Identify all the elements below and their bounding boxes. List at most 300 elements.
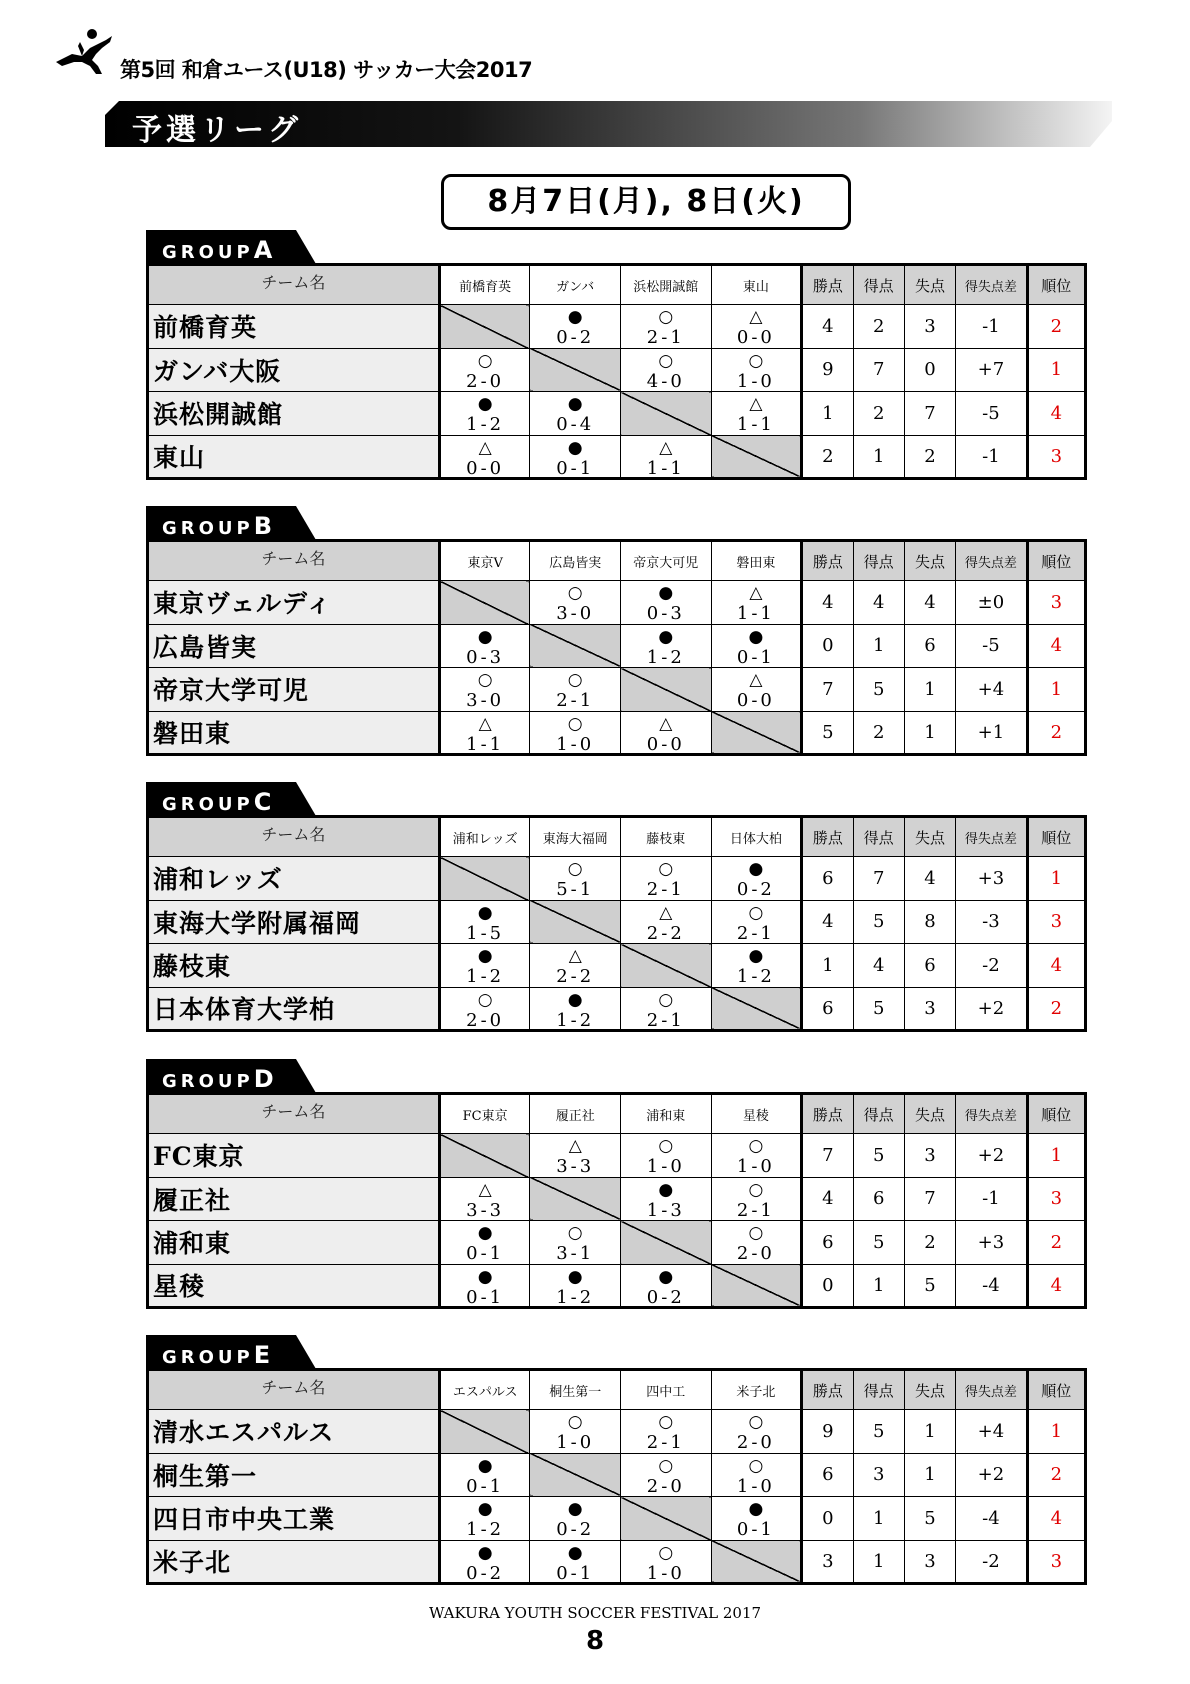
table-row <box>148 668 1086 712</box>
match-score: 2-1 <box>646 1009 685 1031</box>
result-symbol: ● <box>477 1266 493 1287</box>
table-row <box>148 1221 1086 1265</box>
result-symbol: △ <box>659 713 673 734</box>
group-c <box>146 782 1087 1032</box>
goal-diff-header: 得失点差 <box>956 541 1027 581</box>
self-match-cell <box>711 1264 802 1308</box>
match-score: 3-0 <box>556 603 595 624</box>
match-score: 3-1 <box>556 1243 595 1264</box>
goals-for-value: 6 <box>853 1177 904 1221</box>
opponent-header: 米子北 <box>711 1370 802 1410</box>
table-row <box>148 900 1086 944</box>
goal-diff-value: -1 <box>956 435 1027 479</box>
result-symbol: ○ <box>658 350 674 371</box>
team-column-header: チーム名 <box>148 1094 440 1134</box>
match-score: 1-0 <box>736 1156 775 1177</box>
result-symbol: ○ <box>658 1542 674 1563</box>
team-column-header: チーム名 <box>148 817 440 857</box>
match-score: 1-2 <box>466 966 505 987</box>
match-score: 1-1 <box>466 733 505 755</box>
points-value: 4 <box>802 305 853 349</box>
match-result <box>621 348 712 392</box>
match-result <box>711 1177 802 1221</box>
match-result <box>711 857 802 901</box>
opponent-header: 星稜 <box>711 1094 802 1134</box>
goal-diff-value: +1 <box>956 711 1027 755</box>
goals-against-value: 7 <box>904 392 955 436</box>
rank-value: 2 <box>1027 711 1085 755</box>
match-score: 0-1 <box>466 1475 505 1497</box>
match-score: 1-2 <box>556 1009 595 1031</box>
table-row <box>148 1410 1086 1454</box>
points-header: 勝点 <box>802 1094 853 1134</box>
result-symbol: ○ <box>477 989 493 1010</box>
match-result <box>711 348 802 392</box>
match-score: 0-1 <box>736 646 775 668</box>
opponent-header: 浦和レッズ <box>439 817 530 857</box>
goals-against-value: 3 <box>904 1540 955 1584</box>
match-result <box>621 435 712 479</box>
match-score: 0-1 <box>736 1519 775 1540</box>
result-symbol: ○ <box>567 1412 583 1432</box>
table-row <box>148 987 1086 1031</box>
match-result <box>530 1221 621 1265</box>
match-score: 0-3 <box>466 646 505 668</box>
match-score: 1-1 <box>646 457 685 479</box>
rank-header: 順位 <box>1027 1370 1085 1410</box>
points-value: 6 <box>802 1453 853 1497</box>
match-result <box>439 435 530 479</box>
points-header: 勝点 <box>802 265 853 305</box>
match-score: 1-0 <box>556 1432 595 1453</box>
goals-against-value: 3 <box>904 987 955 1031</box>
match-score: 1-0 <box>736 1475 775 1497</box>
goals-for-value: 1 <box>853 1540 904 1584</box>
goals-against-value: 1 <box>904 711 955 755</box>
goal-diff-value: +2 <box>956 1453 1027 1497</box>
team-name: 浦和レッズ <box>148 857 440 901</box>
points-value: 7 <box>802 1134 853 1178</box>
match-result <box>530 392 621 436</box>
result-symbol: △ <box>659 437 673 458</box>
self-match-cell <box>530 1177 621 1221</box>
rank-value: 2 <box>1027 305 1085 349</box>
goals-against-value: 3 <box>904 305 955 349</box>
points-value: 7 <box>802 668 853 712</box>
goal-diff-header: 得失点差 <box>956 265 1027 305</box>
match-score: 1-0 <box>736 370 775 392</box>
goal-diff-value: -5 <box>956 624 1027 668</box>
match-score: 1-2 <box>646 646 685 668</box>
match-score: 2-1 <box>646 879 685 900</box>
opponent-header: 履正社 <box>530 1094 621 1134</box>
match-score: 2-0 <box>466 370 505 392</box>
result-symbol: △ <box>749 670 763 690</box>
match-score: 4-0 <box>646 370 685 392</box>
team-name: 清水エスパルス <box>148 1410 440 1454</box>
points-value: 0 <box>802 1264 853 1308</box>
match-score: 0-0 <box>736 327 775 348</box>
result-symbol: ● <box>567 437 583 458</box>
rank-value: 1 <box>1027 857 1085 901</box>
rank-value: 4 <box>1027 944 1085 988</box>
match-score: 2-0 <box>646 1475 685 1497</box>
rank-value: 1 <box>1027 1134 1085 1178</box>
goals-for-value: 2 <box>853 392 904 436</box>
goal-diff-value: -5 <box>956 392 1027 436</box>
match-score: 2-2 <box>556 966 595 987</box>
match-result <box>439 1540 530 1584</box>
result-symbol: ○ <box>748 1223 764 1243</box>
match-score: 1-5 <box>466 922 505 944</box>
rank-value: 4 <box>1027 1497 1085 1541</box>
match-result <box>530 1540 621 1584</box>
match-result <box>621 1540 712 1584</box>
result-symbol: ○ <box>567 859 583 879</box>
self-match-cell <box>621 668 712 712</box>
points-value: 9 <box>802 348 853 392</box>
team-name: 東山 <box>148 435 440 479</box>
goals-against-value: 4 <box>904 857 955 901</box>
self-match-cell <box>711 987 802 1031</box>
table-header-row <box>148 541 1086 581</box>
result-symbol: △ <box>749 307 763 327</box>
match-score: 0-2 <box>556 1519 595 1540</box>
table-row <box>148 944 1086 988</box>
result-symbol: ● <box>567 1266 583 1287</box>
goals-against-header: 失点 <box>904 817 955 857</box>
opponent-header: 浜松開誠館 <box>621 265 712 305</box>
match-result <box>439 1177 530 1221</box>
rank-value: 4 <box>1027 624 1085 668</box>
result-symbol: ○ <box>477 670 493 690</box>
points-value: 5 <box>802 711 853 755</box>
opponent-header: 日体大柏 <box>711 817 802 857</box>
match-result <box>530 305 621 349</box>
goals-for-header: 得点 <box>853 817 904 857</box>
opponent-header: FC東京 <box>439 1094 530 1134</box>
points-value: 2 <box>802 435 853 479</box>
self-match-cell <box>530 900 621 944</box>
rank-value: 2 <box>1027 1221 1085 1265</box>
team-name: 前橋育英 <box>148 305 440 349</box>
team-column-header: チーム名 <box>148 541 440 581</box>
match-score: 0-4 <box>556 414 595 435</box>
rank-value: 4 <box>1027 1264 1085 1308</box>
result-symbol: ● <box>658 583 674 603</box>
goals-for-value: 5 <box>853 987 904 1031</box>
opponent-header: 帝京大可児 <box>621 541 712 581</box>
match-score: 0-1 <box>466 1286 505 1308</box>
match-score: 0-0 <box>646 733 685 755</box>
result-symbol: ● <box>477 1499 493 1519</box>
goal-diff-value: -1 <box>956 305 1027 349</box>
result-symbol: ○ <box>748 902 764 923</box>
points-value: 6 <box>802 857 853 901</box>
goals-against-value: 5 <box>904 1497 955 1541</box>
self-match-cell <box>711 1540 802 1584</box>
match-score: 0-2 <box>736 879 775 900</box>
match-result <box>439 1221 530 1265</box>
group-a <box>146 230 1087 480</box>
match-result <box>439 900 530 944</box>
match-result <box>530 1410 621 1454</box>
group-label: GROUPC <box>162 788 272 816</box>
group-label: GROUPD <box>162 1065 274 1093</box>
rank-header: 順位 <box>1027 265 1085 305</box>
match-result <box>621 1264 712 1308</box>
result-symbol: △ <box>659 902 673 923</box>
match-result <box>621 987 712 1031</box>
points-header: 勝点 <box>802 541 853 581</box>
section-title: 予選リーグ <box>132 113 302 148</box>
result-symbol: ○ <box>748 1179 764 1200</box>
points-value: 0 <box>802 1497 853 1541</box>
goals-against-header: 失点 <box>904 265 955 305</box>
goals-for-value: 1 <box>853 1264 904 1308</box>
result-symbol: ○ <box>658 1136 674 1156</box>
result-symbol: ● <box>477 902 493 923</box>
self-match-cell <box>621 1221 712 1265</box>
opponent-header: 四中工 <box>621 1370 712 1410</box>
goals-against-value: 2 <box>904 435 955 479</box>
table-header-row <box>148 265 1086 305</box>
team-name: 磐田東 <box>148 711 440 755</box>
match-score: 1-2 <box>556 1286 595 1308</box>
group-label: GROUPE <box>162 1341 271 1369</box>
self-match-cell <box>439 857 530 901</box>
goals-for-value: 1 <box>853 435 904 479</box>
match-result <box>621 1410 712 1454</box>
goals-for-value: 5 <box>853 1410 904 1454</box>
self-match-cell <box>621 392 712 436</box>
goals-for-value: 7 <box>853 857 904 901</box>
result-symbol: ● <box>567 394 583 414</box>
match-result <box>711 900 802 944</box>
table-header-row <box>148 1370 1086 1410</box>
match-result <box>711 581 802 625</box>
result-symbol: ● <box>477 946 493 966</box>
goals-against-value: 1 <box>904 668 955 712</box>
goals-for-value: 1 <box>853 1497 904 1541</box>
rank-value: 3 <box>1027 1177 1085 1221</box>
goals-against-value: 7 <box>904 1177 955 1221</box>
group-label: GROUPB <box>162 512 273 540</box>
match-result <box>711 1221 802 1265</box>
goals-for-value: 3 <box>853 1453 904 1497</box>
match-result <box>621 1453 712 1497</box>
result-symbol: △ <box>749 394 763 414</box>
match-result <box>530 1134 621 1178</box>
result-symbol: ○ <box>658 989 674 1010</box>
goal-diff-value: -4 <box>956 1264 1027 1308</box>
result-symbol: ● <box>748 1499 764 1519</box>
match-result <box>439 668 530 712</box>
goals-against-value: 4 <box>904 581 955 625</box>
match-score: 0-1 <box>556 457 595 479</box>
match-result <box>530 711 621 755</box>
goal-diff-value: +3 <box>956 1221 1027 1265</box>
goals-for-value: 7 <box>853 348 904 392</box>
goals-for-header: 得点 <box>853 265 904 305</box>
goals-against-value: 1 <box>904 1410 955 1454</box>
group-label: GROUPA <box>162 236 273 264</box>
goal-diff-value: -1 <box>956 1177 1027 1221</box>
goals-for-value: 5 <box>853 668 904 712</box>
match-score: 2-1 <box>736 1199 775 1221</box>
goals-against-value: 3 <box>904 1134 955 1178</box>
result-symbol: ● <box>748 626 764 647</box>
match-score: 0-1 <box>556 1562 595 1584</box>
goal-diff-value: -2 <box>956 944 1027 988</box>
result-symbol: ○ <box>748 1136 764 1156</box>
result-symbol: ○ <box>567 670 583 690</box>
match-result <box>439 944 530 988</box>
match-score: 1-0 <box>556 733 595 755</box>
opponent-header: 東海大福岡 <box>530 817 621 857</box>
goals-for-value: 4 <box>853 944 904 988</box>
match-score: 3-3 <box>466 1199 505 1221</box>
team-name: 四日市中央工業 <box>148 1497 440 1541</box>
goal-diff-value: +4 <box>956 668 1027 712</box>
team-name: ガンバ大阪 <box>148 348 440 392</box>
rank-header: 順位 <box>1027 817 1085 857</box>
result-symbol: ● <box>658 626 674 647</box>
goals-for-header: 得点 <box>853 1094 904 1134</box>
match-score: 0-0 <box>466 457 505 479</box>
match-score: 1-3 <box>646 1199 685 1221</box>
result-symbol: ● <box>477 1223 493 1243</box>
group-b <box>146 506 1087 756</box>
result-symbol: ● <box>567 989 583 1010</box>
match-result <box>439 1264 530 1308</box>
match-result <box>711 392 802 436</box>
goals-for-value: 2 <box>853 305 904 349</box>
goal-diff-header: 得失点差 <box>956 1370 1027 1410</box>
self-match-cell <box>439 1134 530 1178</box>
goals-for-value: 5 <box>853 1134 904 1178</box>
table-row <box>148 857 1086 901</box>
self-match-cell <box>530 624 621 668</box>
table-row <box>148 581 1086 625</box>
match-result <box>439 987 530 1031</box>
goal-diff-value: +3 <box>956 857 1027 901</box>
table-row <box>148 348 1086 392</box>
result-symbol: ● <box>748 859 764 879</box>
goal-diff-header: 得失点差 <box>956 817 1027 857</box>
result-symbol: ● <box>567 1499 583 1519</box>
points-value: 6 <box>802 1221 853 1265</box>
self-match-cell <box>711 435 802 479</box>
rank-value: 4 <box>1027 392 1085 436</box>
goal-diff-value: +2 <box>956 1134 1027 1178</box>
group-d <box>146 1059 1087 1309</box>
result-symbol: ○ <box>567 583 583 603</box>
goals-for-value: 1 <box>853 624 904 668</box>
result-symbol: △ <box>478 437 492 458</box>
match-result <box>711 624 802 668</box>
table-row <box>148 1177 1086 1221</box>
match-score: 1-2 <box>466 414 505 435</box>
match-result <box>621 1134 712 1178</box>
points-value: 4 <box>802 581 853 625</box>
points-value: 4 <box>802 900 853 944</box>
match-score: 1-1 <box>736 603 775 624</box>
points-header: 勝点 <box>802 1370 853 1410</box>
match-score: 2-0 <box>466 1009 505 1031</box>
goals-against-value: 6 <box>904 624 955 668</box>
match-result <box>711 305 802 349</box>
match-score: 3-0 <box>466 690 505 711</box>
self-match-cell <box>439 305 530 349</box>
match-result <box>530 1264 621 1308</box>
match-score: 3-3 <box>556 1156 595 1177</box>
self-match-cell <box>439 1410 530 1454</box>
soccer-player-kick-icon <box>52 26 116 76</box>
table-row <box>148 624 1086 668</box>
self-match-cell <box>711 711 802 755</box>
points-value: 1 <box>802 944 853 988</box>
match-result <box>530 435 621 479</box>
rank-value: 2 <box>1027 987 1085 1031</box>
team-column-header: チーム名 <box>148 265 440 305</box>
table-row <box>148 1540 1086 1584</box>
goals-for-value: 5 <box>853 1221 904 1265</box>
table-row <box>148 305 1086 349</box>
goal-diff-value: +7 <box>956 348 1027 392</box>
goals-against-value: 5 <box>904 1264 955 1308</box>
table-row <box>148 392 1086 436</box>
match-score: 2-1 <box>646 327 685 348</box>
match-score: 2-1 <box>556 690 595 711</box>
result-symbol: ● <box>477 1542 493 1563</box>
result-symbol: ● <box>567 307 583 327</box>
match-score: 0-0 <box>736 690 775 711</box>
goals-against-value: 2 <box>904 1221 955 1265</box>
result-symbol: ● <box>748 946 764 966</box>
goals-for-value: 2 <box>853 711 904 755</box>
result-symbol: ○ <box>658 859 674 879</box>
points-value: 1 <box>802 392 853 436</box>
result-symbol: ● <box>658 1179 674 1200</box>
result-symbol: ○ <box>658 307 674 327</box>
opponent-header: 広島皆実 <box>530 541 621 581</box>
goal-diff-value: +2 <box>956 987 1027 1031</box>
opponent-header: 桐生第一 <box>530 1370 621 1410</box>
table-row <box>148 1453 1086 1497</box>
goals-against-value: 8 <box>904 900 955 944</box>
table-row <box>148 1134 1086 1178</box>
points-value: 0 <box>802 624 853 668</box>
match-result <box>621 711 712 755</box>
team-name: 広島皆実 <box>148 624 440 668</box>
match-result <box>711 1497 802 1541</box>
result-symbol: ○ <box>477 350 493 371</box>
match-result <box>530 581 621 625</box>
team-name: 星稜 <box>148 1264 440 1308</box>
match-result <box>621 581 712 625</box>
rank-header: 順位 <box>1027 1094 1085 1134</box>
match-score: 0-2 <box>556 327 595 348</box>
table-row <box>148 711 1086 755</box>
footer-text: WAKURA YOUTH SOCCER FESTIVAL 2017 <box>428 1604 762 1622</box>
league-table <box>146 263 1087 480</box>
match-result <box>439 392 530 436</box>
rank-value: 3 <box>1027 581 1085 625</box>
match-score: 5-1 <box>556 879 595 900</box>
team-name: 東京ヴェルディ <box>148 581 440 625</box>
self-match-cell <box>621 1497 712 1541</box>
